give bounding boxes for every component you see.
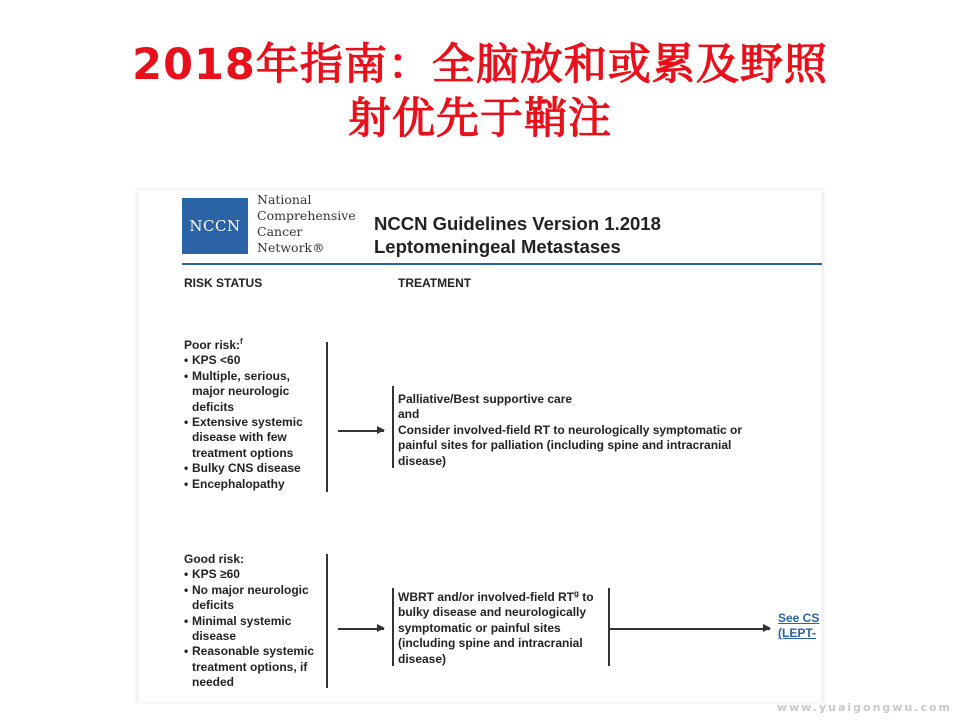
list-item-cont: deficits xyxy=(192,399,235,414)
treatment-heading: TREATMENT xyxy=(398,276,472,290)
list-item: • No major neurologic xyxy=(184,583,314,598)
guideline-image xyxy=(138,190,822,702)
list-item-cont: disease xyxy=(192,629,237,644)
poor-risk-block xyxy=(184,338,303,492)
list-item: • KPS ≥60 xyxy=(184,567,314,582)
list-item: • Minimal systemic xyxy=(184,614,314,629)
good-treatment-right-bracket xyxy=(608,588,610,666)
list-item-cont: treatment options xyxy=(192,445,294,460)
poor-risk-arrow-icon xyxy=(338,430,384,432)
header-rule xyxy=(182,263,822,265)
list-item-cont: major neurologic xyxy=(192,384,290,399)
list-item: • KPS <60 xyxy=(184,353,303,368)
nccn-logo-icon: NCCN xyxy=(182,198,248,254)
list-item-cont: needed xyxy=(192,675,235,690)
list-item: • Multiple, serious, xyxy=(184,369,303,384)
list-item: • Encephalopathy xyxy=(184,477,303,492)
list-item: • Bulky CNS disease xyxy=(184,461,303,476)
good-risk-arrow-icon xyxy=(338,628,384,630)
good-treatment-text: WBRT and/or involved-field $RT^g$ to bulky disease and neurologically symptomatic or painful sites (including spine and intracranial disease) xyxy=(398,589,594,666)
poor-risk-bracket xyxy=(326,342,328,492)
good-risk-header: Good risk: xyxy=(184,552,245,566)
list-item-cont: disease with few xyxy=(192,430,287,445)
good-risk-block xyxy=(184,552,314,691)
see-link-arrow-icon xyxy=(610,628,770,630)
list-item: • Reasonable systemic xyxy=(184,644,314,659)
slide-title xyxy=(0,38,960,146)
good-risk-bracket xyxy=(326,554,328,688)
nccn-logo-name: National Comprehensive Cancer Network® xyxy=(257,192,356,255)
list-item-cont: treatment options, if xyxy=(192,659,308,674)
list-item: • Extensive systemic xyxy=(184,415,303,430)
good-treatment-bracket xyxy=(392,588,394,666)
guideline-title: NCCN Guidelines Version 1.2018 Leptomeningeal Metastases xyxy=(374,213,661,257)
poor-risk-header: Poor risk:$^f$ xyxy=(184,337,243,352)
list-item-cont: deficits xyxy=(192,598,235,613)
risk-status-heading: RISK STATUS xyxy=(184,276,263,290)
poor-treatment-bracket xyxy=(392,386,394,468)
watermark: www.yuaigongwu.com xyxy=(776,701,952,714)
slide-title-line-1: 2018年指南：全脑放和或累及野照 xyxy=(132,40,828,90)
slide-title-line-2: 射优先于鞘注 xyxy=(348,94,612,144)
see-cs-link[interactable]: See CS (LEPT- xyxy=(778,611,820,641)
poor-treatment-text: Palliative/Best supportive care and Consider involved-field RT to neurologically symptomatic or painful sites for palliation (including spine and intracranial disease) xyxy=(398,392,743,468)
